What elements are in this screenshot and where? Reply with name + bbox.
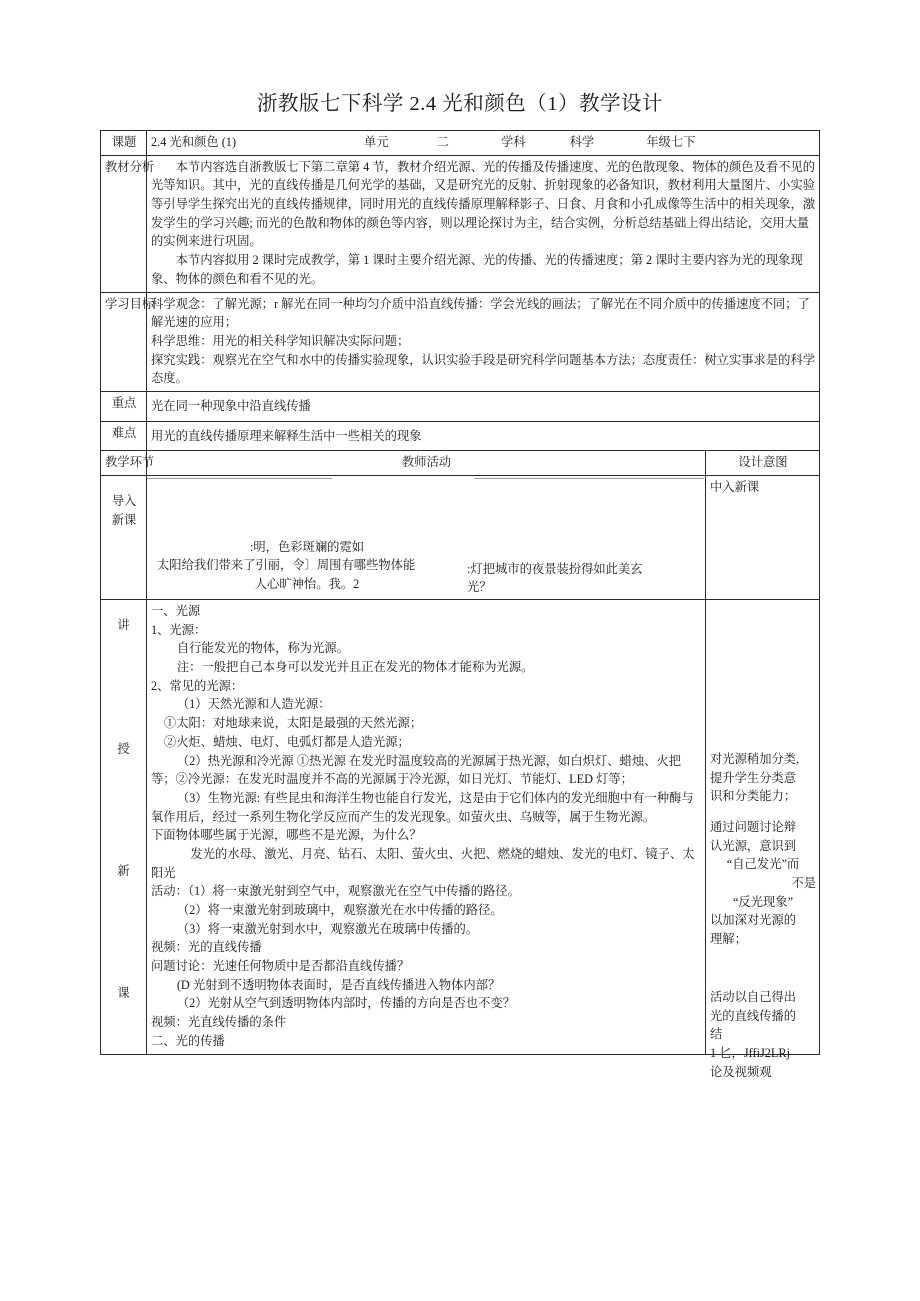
lecture-content-line: 视频：光直线传播的条件 <box>151 1015 287 1030</box>
design-intent-line: 不是 <box>791 876 816 891</box>
design-intent-group <box>710 988 816 1081</box>
stage-lecture-char: 讲 <box>117 618 130 632</box>
objective-line: 科学观念：了解光源；r 解光在同一种均匀介质中沿直线传播：学会光线的画法；了解光在不同介质中的传播速度不同；了解光速的应用； <box>151 296 810 330</box>
table-row-key-point <box>101 391 820 421</box>
lecture-content-line: 视频：光的直线传播 <box>151 940 262 955</box>
lecture-content-line: （2）光射从空气到透明物体内部时，传播的方向是否也不变？ <box>176 996 515 1011</box>
table-row-material-analysis <box>101 155 820 292</box>
introduction-design-intent: 中入新课 <box>706 476 820 600</box>
introduction-activity-cell <box>147 476 706 600</box>
learning-objectives-body <box>147 292 820 391</box>
design-intent-line: 通过问题讨论辩 <box>710 820 797 834</box>
stage-lecture-char: 新 <box>117 864 130 878</box>
table-row-lecture <box>101 600 820 1055</box>
lecture-design-intent-cell <box>706 600 820 1079</box>
design-intent-line: 结 <box>710 1027 723 1042</box>
lecture-content-line: （1）天然光源和人造光源： <box>176 697 331 712</box>
material-analysis-paragraph: 本节内容拟用 2 课时完成教学，第 1 课时主要介绍光源、光的传播、光的传播速度；第 2 课时主要内容为光的现象现象、物体的颜色和看不见的光。 <box>151 253 803 286</box>
unit-value: 二 <box>436 135 449 149</box>
lecture-content-line: （3）生物光源: 有些昆虫和海洋生物也能自行发光，这是由于它们体内的发光细胞中有一种酶与氧作用后，经过一系列生物化学反应而产生的发光现象。如萤火虫、乌贼等，属于生物光源。 <box>151 790 694 824</box>
material-analysis-body <box>147 155 820 292</box>
design-intent-line: “反光现象” <box>732 894 794 909</box>
lecture-content-line: ①太阳：对地球来说，太阳是最强的天然光源； <box>163 716 423 731</box>
lecture-content-line: 发光的水母、激光、月亮、钻石、太阳、萤火虫、火把、燃烧的蜡烛、发光的电灯、镜子、太阳光 <box>151 846 695 880</box>
stage-lecture-char: 课 <box>117 986 130 1000</box>
lecture-content-line: （3）将一束激光射到水中，观察激光在玻璃中传播的。 <box>176 921 479 936</box>
table-row-topic <box>101 131 820 156</box>
design-intent-line: 理解； <box>710 932 747 947</box>
design-intent-line: 1 匕，JffiJ2LRj <box>710 1046 791 1061</box>
objective-line: 科学思维：用光的相关科学知识解决实际问题； <box>151 333 410 348</box>
introduction-fragment-b-line2: 光？ <box>467 580 492 595</box>
design-intent-line: 光的直线传播的 <box>710 1008 797 1023</box>
table-row-process-header <box>101 451 820 476</box>
lecture-content-line: 1、光源： <box>151 622 207 637</box>
subject-value: 科学 <box>569 135 595 149</box>
lecture-content-line: 自行能发光的物体，称为光源。 <box>176 641 349 656</box>
design-intent-line: 识和分类能力； <box>710 789 797 804</box>
stage-introduction-line1: 导入 <box>111 494 137 508</box>
introduction-fragment-a-line3: 人心旷神怡。我。2 <box>254 576 360 591</box>
introduction-fragment-b <box>467 560 707 597</box>
design-intent-group <box>710 818 816 949</box>
material-analysis-label: 教材分析 <box>101 155 147 292</box>
lecture-content-line: 2、常见的光源： <box>151 678 244 693</box>
key-point-label: 重点 <box>101 391 147 421</box>
lesson-plan-table <box>100 130 820 1079</box>
lecture-content-line: (D 光射到不透明物体表面时，是否直线传播进入物体内部？ <box>176 977 501 992</box>
design-intent-line: 提升学生分类意 <box>710 770 797 785</box>
introduction-fragment-a-line2: 太阳给我们带来了引丽，令〕周围有哪些物体能 <box>157 558 416 573</box>
design-intent-column-header: 设计意图 <box>706 451 820 476</box>
key-point-text: 光在同一种现象中沿直线传播 <box>147 391 820 421</box>
difficult-point-label: 难点 <box>101 421 147 451</box>
lecture-content-cell <box>147 600 706 1055</box>
page-title: 浙教版七下科学 2.4 光和颜色（1）教学设计 <box>256 93 664 115</box>
lecture-content-line: 问题讨论：光速任何物质中是否都沿直线传播？ <box>151 959 410 974</box>
lecture-content-line: （2）将一束激光射到玻璃中，观察激光在水中传播的路径。 <box>176 903 503 917</box>
stage-introduction-label <box>101 476 147 600</box>
introduction-fragment-a-line1: :明，色彩斑斓的霓如 <box>249 540 365 554</box>
stage-lecture-char: 授 <box>117 742 130 756</box>
design-intent-line: 活动以自己得出 <box>710 990 797 1004</box>
learning-objectives-label: 学习目标 <box>101 292 147 391</box>
lecture-content-line: 二、光的传播 <box>151 1033 225 1048</box>
subject-label: 学科 <box>500 135 526 149</box>
table-row-difficult-point <box>101 421 820 451</box>
difficult-point-text: 用光的直线传播原理来解释生活中一些相关的现象 <box>147 421 820 451</box>
table-row-learning-objectives <box>101 292 820 391</box>
lecture-content-line: 活动：（1）将一束激光射到空气中，观察激光在空气中传播的路径。 <box>151 884 520 899</box>
stage-introduction-line2: 新课 <box>111 512 137 527</box>
grade-label: 年级 <box>646 135 671 149</box>
objective-line: 探究实践：观察光在空气和水中的传播实验现象，认识实验手段是研究科学问题基本方法；态度责任：树立实事求是的科学态度。 <box>151 352 816 386</box>
lecture-content-line: 一、光源 <box>151 604 201 618</box>
grade-value: 七下 <box>670 135 696 149</box>
table-row-introduction <box>101 476 820 600</box>
introduction-fragment-a <box>157 538 457 593</box>
teacher-activity-column-header: 教师活动 <box>147 451 706 476</box>
introduction-fragment-b-line1: :灯把城市的夜景装扮得如此美玄 <box>467 562 643 576</box>
design-intent-line: “自己发光”而 <box>726 857 800 872</box>
lecture-content-line: ②火炬、蜡烛、电灯、电弧灯都是人造光源； <box>163 734 410 749</box>
design-intent-line: 认光源，意识到 <box>710 838 797 853</box>
material-analysis-paragraph: 本节内容选自浙教版七下第二章第 4 节，教材介绍光源、光的传播及传播速度、光的色散现象、物体的颜色及看不见的光等知识。其中，光的直线传播是几何光学的基础，又是研究光的反射、折射现象的必备知识，教材利用大量图片、小实验等引导学生探究出光的直线传播规律，同时用光的直线传播原理解释影子、日食、月食和小孔成像等生活中的相关现象，激发学生的学习兴趣; 而光的色散和物体的颜色等内容，则以理论探讨为主，结合实例，分析总结基础上得出结论，交用大量的实例来进行巩固。 <box>151 159 816 249</box>
design-intent-line: 以加深对光源的 <box>710 913 797 928</box>
lecture-content-line: （2）热光源和冷光源 ①热光源 在发光时温度较高的光源属于热光源，如白炽灯、蜡烛、火把等；②冷光源：在发光时温度并不高的光源属于冷光源，如日光灯、节能灯、LED 灯等； <box>151 753 682 787</box>
design-intent-line: 论及视频观 <box>710 1064 772 1079</box>
design-intent-group <box>710 750 816 806</box>
design-intent-line: 对光源稍加分类, <box>710 752 800 766</box>
topic-fields <box>147 131 820 156</box>
topic-value: 2.4 光和颜色 (1) <box>151 135 237 149</box>
topic-label: 课题 <box>101 131 147 156</box>
unit-label: 单元 <box>364 135 389 149</box>
stage-lecture-label <box>101 600 147 1055</box>
lecture-content-line: 下面物体哪些属于光源，哪些不是光源，为什么？ <box>151 828 422 843</box>
stage-column-header: 教学环节 <box>101 451 147 476</box>
lecture-content-line: 注：一般把自己本身可以发光并且正在发光的物体才能称为光源。 <box>176 660 534 675</box>
